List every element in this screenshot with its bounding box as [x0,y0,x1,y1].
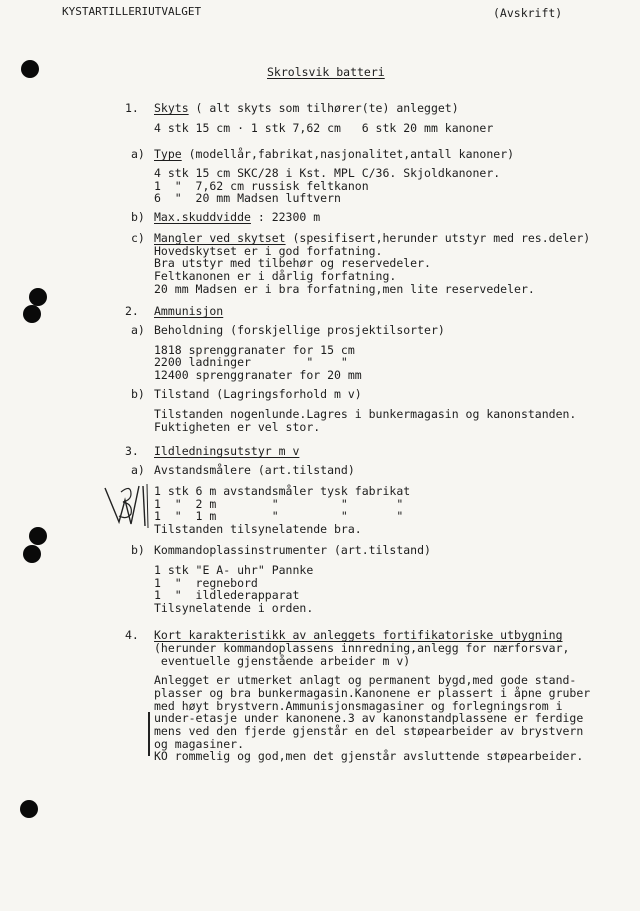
section-3a-line-2: 1 " 2 m " " " [154,497,404,511]
section-3a-line-4: Tilstanden tilsynelatende bra. [154,522,362,536]
section-1-number: 1. [125,101,139,115]
section-4-label: Kort karakteristikk av anleggets fortifikatoriske utbygning [154,628,563,642]
header-copy-mark: (Avskrift) [493,6,563,20]
section-2a-label: a) [131,323,145,337]
section-3b-label: b) [131,543,145,557]
section-3a-line-3: 1 " 1 m " " " [154,509,404,523]
punch-hole-6 [20,800,38,818]
section-1-line: 4 stk 15 cm · 1 stk 7,62 cm 6 stk 20 mm kanoner [154,121,494,135]
section-1b-head-u: Max.skuddvidde [154,210,251,224]
section-2b-heading: Tilstand (Lagringsforhold m v) [154,387,362,401]
section-1c-label: c) [131,231,145,245]
section-3-label: Ildledningsutstyr m v [154,444,300,458]
section-1a-heading [154,149,514,161]
section-3a-heading: Avstandsmålere (art.tilstand) [154,463,355,477]
section-2-label: Ammunisjon [154,304,224,318]
section-4-body-4: under-etasje under kanonene.3 av kanonstandplassene er ferdige [154,711,584,725]
section-1c-heading [154,233,590,245]
section-1a-head-u: Type [154,147,182,161]
section-1b-heading [154,212,320,224]
section-4-body-2: plasser og bra bunkermagasin.Kanonene er plassert i åpne gruber [154,686,591,700]
section-1c-line-2: Bra utstyr med tilbehør og reservedeler. [154,256,431,270]
section-1-rest: ( alt skyts som tilhører(te) anlegget) [188,101,459,115]
handwritten-mark [101,480,151,532]
section-4-body-5: mens ved den fjerde gjenstår en del støpearbeider av brystvern [154,724,584,738]
section-1a-line-2: 1 " 7,62 cm russisk feltkanon [154,179,369,193]
section-1a-head-rest: (modellår,fabrikat,nasjonalitet,antall kanoner) [181,147,515,161]
margin-bar [148,712,150,756]
section-1-heading [154,103,459,115]
section-2a-line-2: 2200 ladninger " " [154,355,348,369]
punch-hole-4 [29,527,47,545]
section-1a-line-3: 6 " 20 mm Madsen luftvern [154,191,341,205]
section-3b-line-3: 1 " ildlederapparat [154,588,300,602]
section-2a-heading: Beholdning (forskjellige prosjektilsorter) [154,323,445,337]
punch-hole-1 [21,60,39,78]
section-4-body-1: Anlegget er utmerket anlagt og permanent bygd,med gode stand- [154,673,577,687]
section-3a-label: a) [131,463,145,477]
section-4-body-6: og magasiner. [154,737,245,751]
section-1c-line-3: Feltkanonen er i dårlig forfatning. [154,269,397,283]
section-2b-label: b) [131,387,145,401]
section-4-body-7: KO rommelig og god,men det gjenstår avsluttende støpearbeider. [154,749,584,763]
section-2a-line-3: 12400 sprenggranater for 20 mm [154,368,362,382]
section-1a-line-1: 4 stk 15 cm SKC/28 i Kst. MPL C/36. Skjoldkanoner. [154,166,501,180]
section-4-body-3: med høyt brystvern.Ammunisjonsmagasiner og forlegningsrom i [154,699,563,713]
section-2-number: 2. [125,304,139,318]
section-4-sub-2: eventuelle gjenstående arbeider m v) [154,654,411,668]
section-3b-line-2: 1 " regnebord [154,576,258,590]
section-3-number: 3. [125,444,139,458]
section-2b-line-2: Fuktigheten er vel stor. [154,420,321,434]
section-1b-head-rest: : 22300 m [250,210,321,224]
section-1a-label: a) [131,147,145,161]
punch-hole-2 [29,288,47,306]
section-1c-head-u: Mangler ved skytset [154,231,286,245]
section-2a-line-1: 1818 sprenggranater for 15 cm [154,343,355,357]
section-3b-heading: Kommandoplassinstrumenter (art.tilstand) [154,543,431,557]
punch-hole-5 [23,545,41,563]
header-organization: KYSTARTILLERIUTVALGET [62,5,202,18]
page-title: Skrolsvik batteri [267,65,385,79]
section-4-sub-1: (herunder kommandoplassens innredning,anlegg for nærforsvar, [154,641,570,655]
section-3a-line-1: 1 stk 6 m avstandsmåler tysk fabrikat [154,484,411,498]
punch-hole-3 [23,305,41,323]
section-1b-label: b) [131,210,145,224]
section-2b-line-1: Tilstanden nogenlunde.Lagres i bunkermagasin og kanonstanden. [154,407,577,421]
section-1c-head-rest: (spesifisert,herunder utstyr med res.deler) [285,231,591,245]
section-3b-line-1: 1 stk "E A- uhr" Pannke [154,563,314,577]
section-4-number: 4. [125,628,139,642]
section-1c-line-4: 20 mm Madsen er i bra forfatning,men lite reservedeler. [154,282,535,296]
section-3b-line-4: Tilsynelatende i orden. [154,601,314,615]
section-1-label: Skyts [154,101,189,115]
section-1c-line-1: Hovedskytset er i god forfatning. [154,244,383,258]
